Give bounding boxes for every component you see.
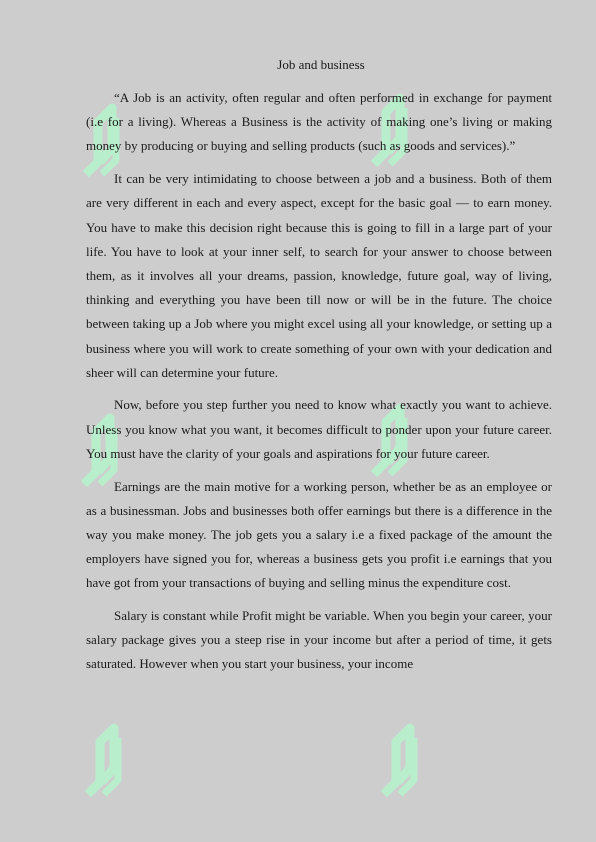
document-body [86, 86, 552, 685]
watermark-logo-icon [380, 690, 424, 800]
document-title: Job and business [277, 57, 365, 72]
watermark [380, 690, 510, 800]
paragraph: Salary is constant while Profit might be variable. When you begin your career, your salary package gives you a steep rise in your income but after a period of time, it gets saturated. However when you start your business, your income [86, 608, 552, 672]
watermark-logo-icon [84, 690, 128, 800]
paragraph: Earnings are the main motive for a working person, whether be as an employee or as a businessman. Jobs and businesses both offer earnings but there is a difference in the way you make money. The job gets you a salary i.e a fixed package of the amount the employers have signed you for, whereas a business gets you profit i.e earnings that you have got from your transactions of buying and selling minus the expenditure cost. [86, 478, 552, 591]
paragraph: It can be very intimidating to choose between a job and a business. Both of them are very different in each and every aspect, except for the basic goal — to earn money. You have to make this decision right because this is going to fill in a large part of your life. You have to look at your inner self, to search for your answer to choose between them, as it involves all your dreams, passion, knowledge, future goal, way of living, thinking and everything you have been till now or will be in the future. The choice between taking up a Job where you might excel using all your knowledge, or setting up a business where you will work to create something of your own with your dedication and sheer will can determine your future. [86, 171, 552, 380]
paragraph: Now, before you step further you need to know what exactly you want to achieve. Unless you know what you want, it becomes difficult to ponder upon your future career. You must have the clarity of your goals and aspirations for your future career. [86, 397, 552, 461]
paragraph: “A Job is an activity, often regular and often performed in exchange for payment (i.e for a living). Whereas a Business is the activity of making one’s living or making money by producing or buying and selling products (such as goods and services).” [86, 90, 552, 154]
watermark [84, 690, 214, 800]
